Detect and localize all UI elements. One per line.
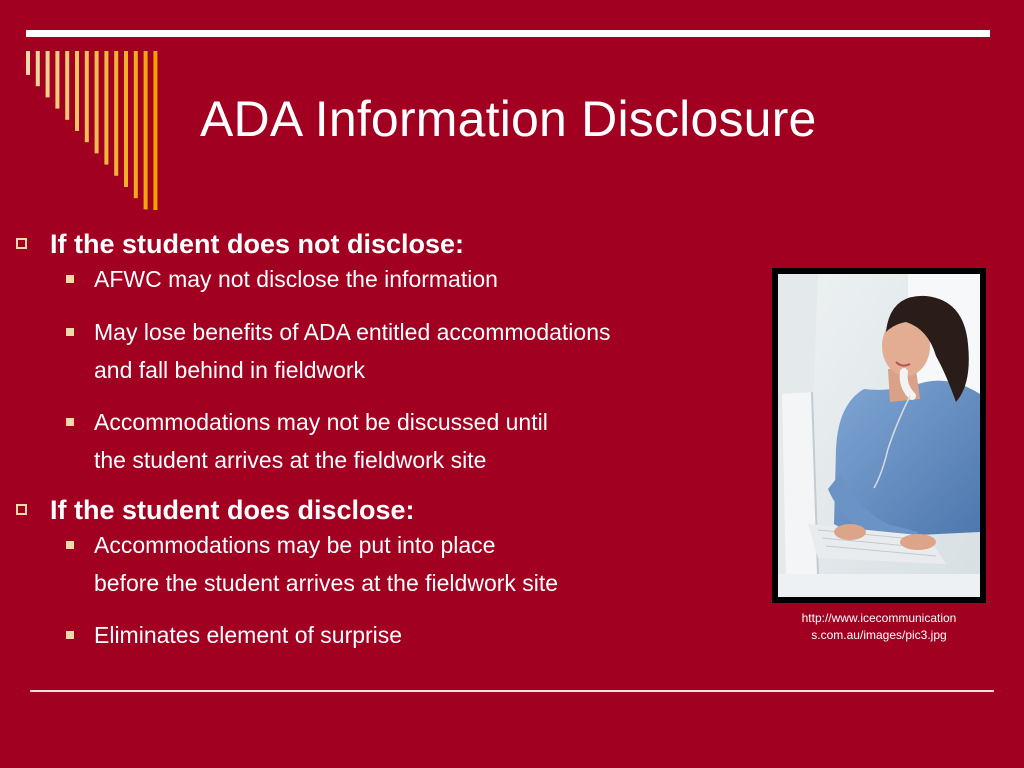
decorative-stripe	[144, 51, 148, 209]
filled-square-icon	[66, 275, 74, 283]
section-heading-does-disclose	[14, 494, 774, 526]
section-heading-not-disclose	[14, 228, 774, 260]
bullet-text: May lose benefits of ADA entitled accommodations	[94, 319, 611, 345]
caption-line: s.com.au/images/pic3.jpg	[811, 628, 947, 642]
filled-square-icon	[66, 328, 74, 336]
decorative-stripe	[55, 51, 59, 109]
bullet-text: Eliminates element of surprise	[94, 622, 403, 648]
decorative-stripe	[26, 51, 30, 75]
decorative-stripe	[104, 51, 108, 165]
bullet-text: and fall behind in fieldwork	[94, 357, 366, 383]
filled-square-icon	[66, 631, 74, 639]
filled-square-icon	[66, 418, 74, 426]
decorative-stripes	[0, 0, 200, 210]
hollow-square-icon	[16, 504, 27, 515]
decorative-stripe	[114, 51, 118, 176]
bullet-text: Accommodations may be put into place	[94, 532, 496, 558]
bullet-text: before the student arrives at the fieldwork site	[94, 570, 559, 596]
bullet-content	[14, 228, 774, 654]
bullet-item	[14, 313, 774, 389]
section-heading-text: If the student does not disclose:	[50, 229, 465, 259]
decorative-stripe	[46, 51, 50, 97]
bullet-item	[14, 526, 774, 602]
bullet-text: Accommodations may not be discussed until	[94, 409, 548, 435]
decorative-stripe	[134, 51, 138, 198]
decorative-stripe	[95, 51, 99, 153]
decorative-stripe	[85, 51, 89, 142]
woman-on-phone-photo	[778, 274, 980, 597]
image-source-caption	[772, 610, 986, 644]
bullet-item	[14, 260, 774, 298]
bottom-rule	[30, 690, 994, 692]
caption-line: http://www.icecommunication	[801, 611, 957, 625]
decorative-stripe	[36, 51, 40, 86]
slide-title: ADA Information Disclosure	[200, 91, 817, 147]
decorative-stripe	[75, 51, 79, 131]
photo-frame	[772, 268, 986, 603]
decorative-stripe	[65, 51, 69, 120]
section-heading-text: If the student does disclose:	[50, 495, 415, 525]
decorative-stripe	[124, 51, 128, 187]
hollow-square-icon	[16, 238, 27, 249]
bullet-item	[14, 616, 774, 654]
bullet-text: AFWC may not disclose the information	[94, 266, 498, 292]
bullet-item	[14, 403, 774, 479]
decorative-stripe	[153, 51, 157, 210]
filled-square-icon	[66, 541, 74, 549]
bullet-text: the student arrives at the fieldwork site	[94, 447, 487, 473]
